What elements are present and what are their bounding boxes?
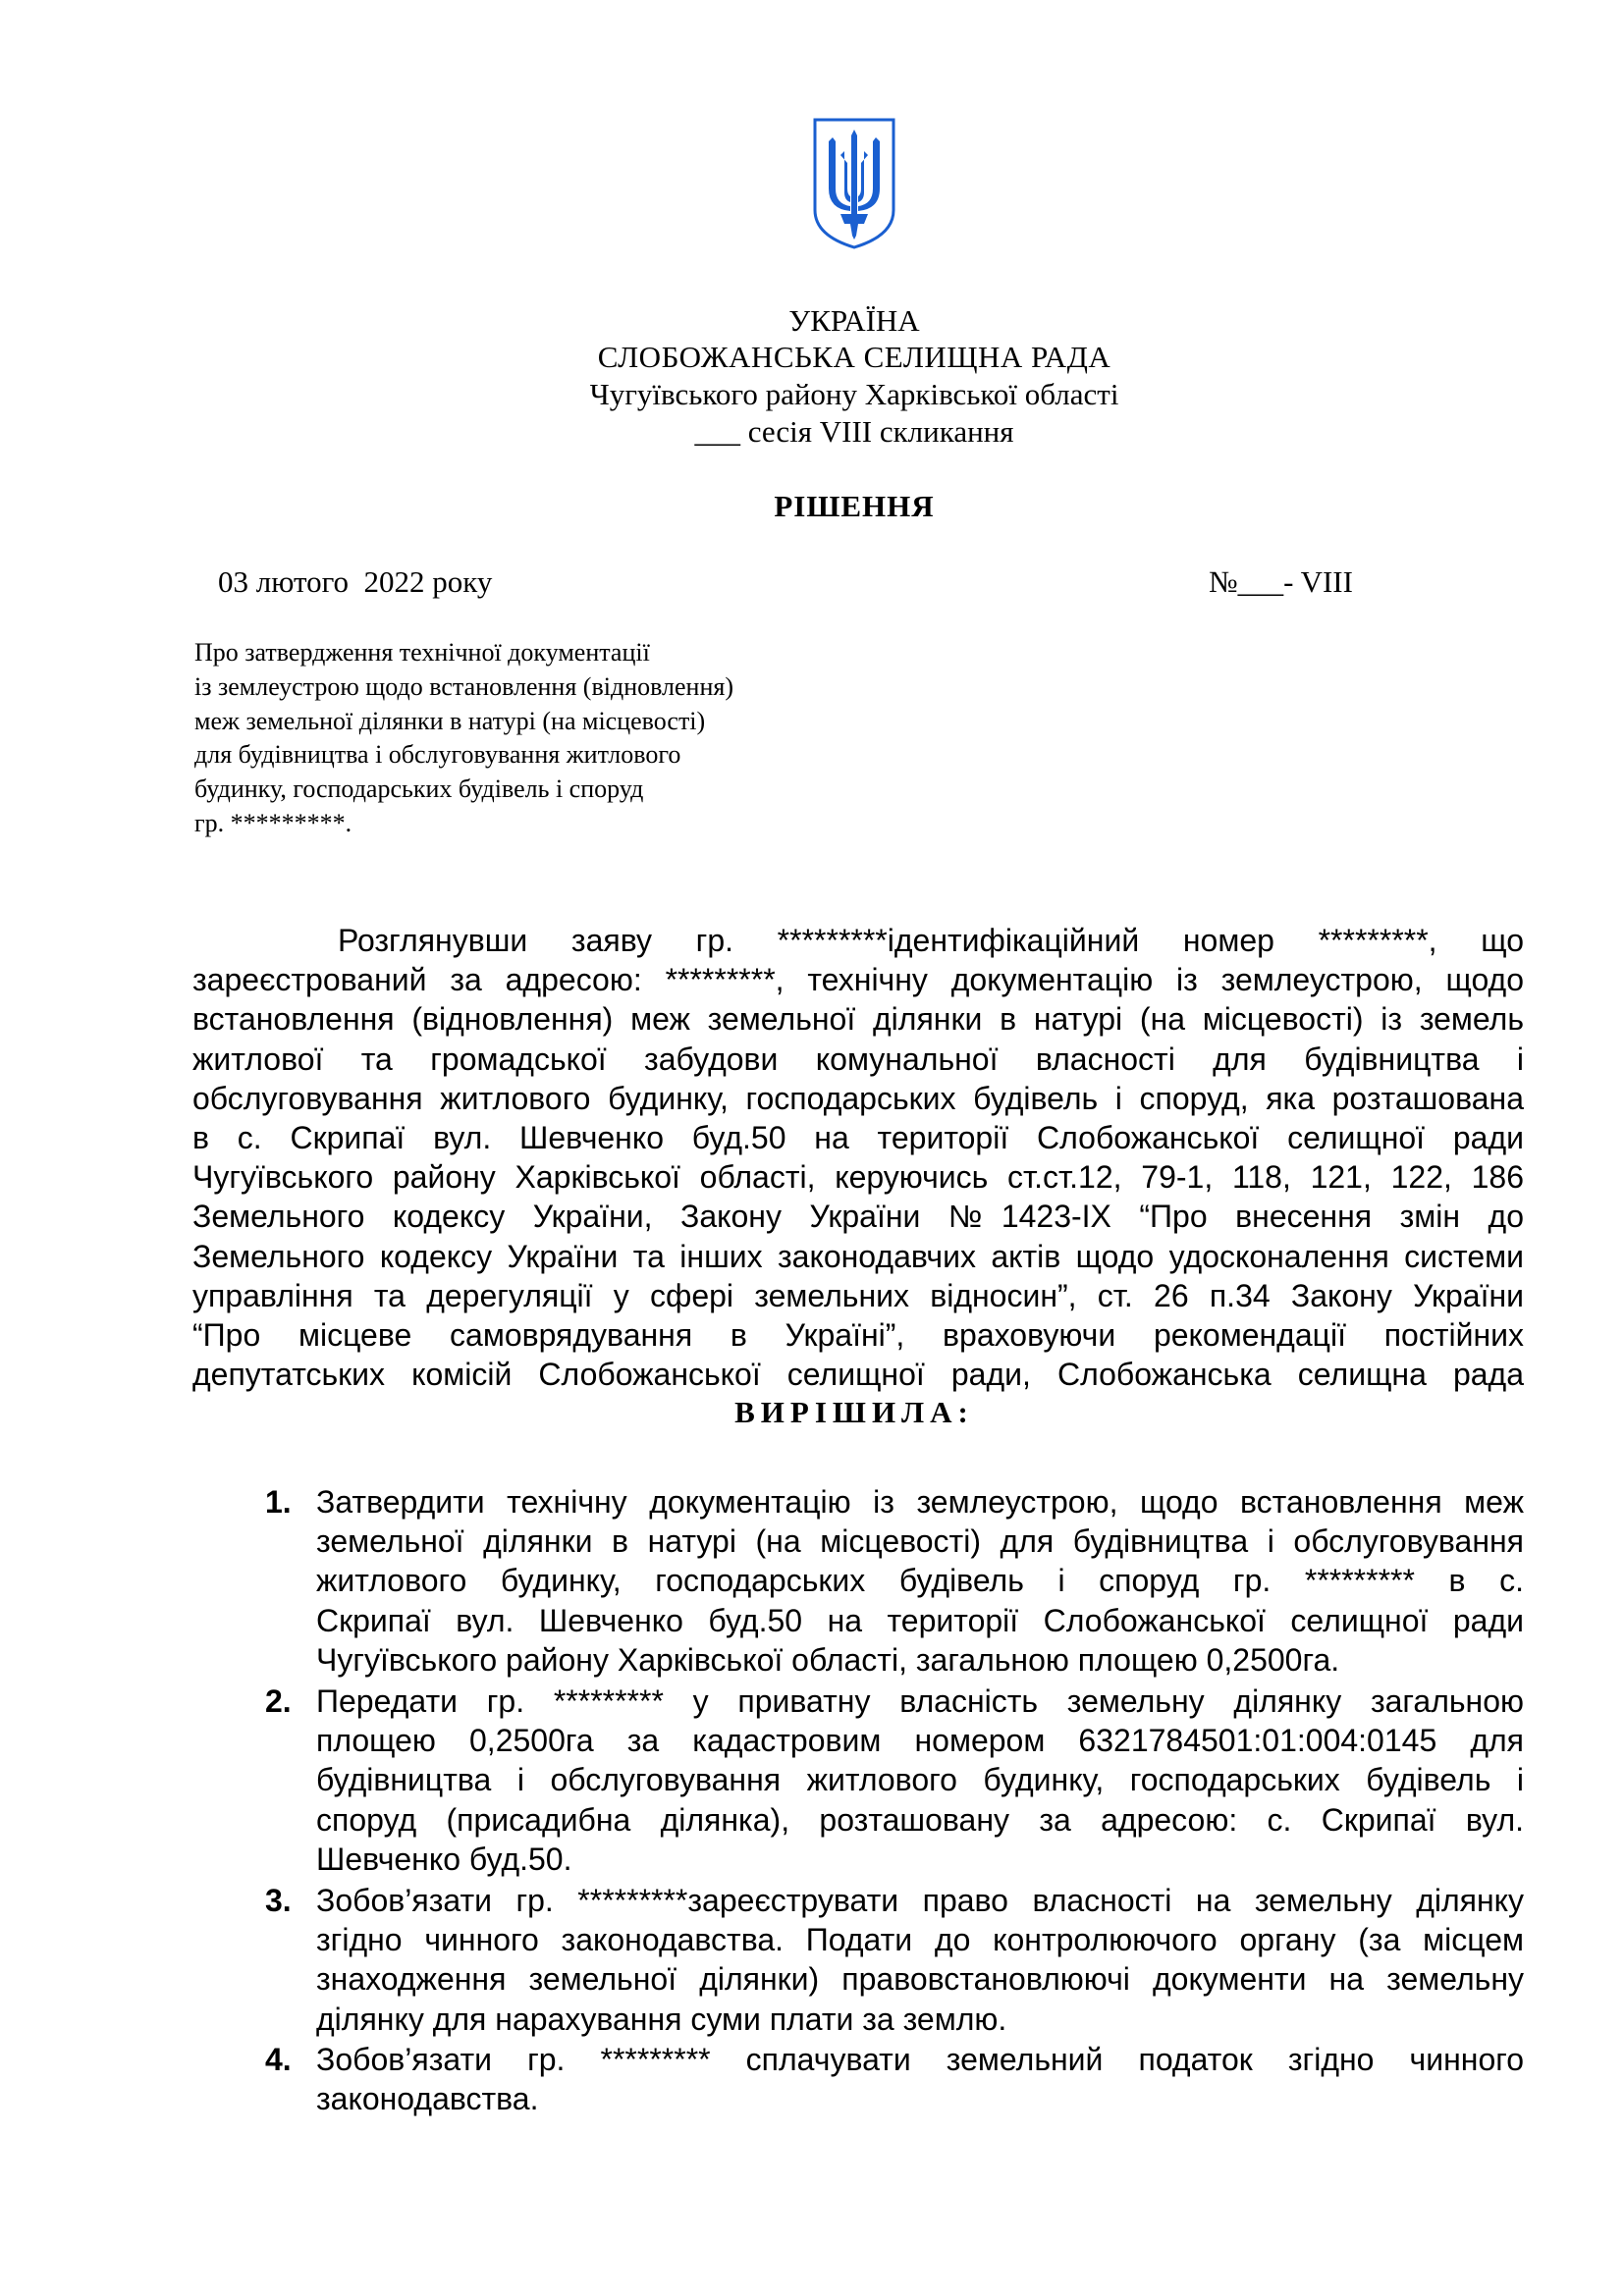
item-line: споруд (присадибна ділянка), розташовану за адресою: с. Скрипаї вул. [316,1801,1524,1838]
item-line: площею 0,2500га за кадастровим номером 6321784501:01:004:0145 для [316,1723,1524,1759]
item-line: Передати гр. ********* у приватну власність земельну ділянку загальною [316,1683,1524,1719]
item-line: законодавства. [316,2081,539,2117]
district-name: Чугуївського району Харківської області [589,377,1119,411]
item-line: ділянку для нарахування суми плати за землю. [316,2001,1007,2037]
item-line: будівництва і обслуговування житлового будинку, господарських будівель і [316,1762,1524,1798]
preamble-line: Розглянувши заяву гр. *********ідентифікаційний номер *********, що [338,923,1524,958]
subject-line: Про затвердження технічної документації [194,638,650,667]
item-line: Скрипаї вул. Шевченко буд.50 на території Слобожанської селищної ради [316,1602,1524,1638]
subject-line: із землеустрою щодо встановлення (відновлення) [194,671,733,701]
item-line: Зобов’язати гр. *********зареєструвати право власності на земельну ділянку [316,1883,1524,1918]
item-line: Зобов’язати гр. ********* сплачувати земельний податок згідно чинного [316,2042,1524,2077]
item-line: згідно чинного законодавства. Подати до контролюючого органу (за місцем [316,1922,1524,1958]
item-number: 2. [265,1683,292,1719]
preamble-line: в с. Скрипаї вул. Шевченко буд.50 на території Слобожанської селищної ради [192,1120,1524,1156]
item-line: Чугуївського району Харківської області, загальною площею 0,2500га. [316,1641,1340,1678]
country-name: УКРАЇНА [788,303,920,338]
preamble-line: обслуговування житлового будинку, господарських будівель і споруд, яка розташована [192,1080,1524,1116]
item-text [316,2040,1524,2118]
decision-date: 03 лютого 2022 року [218,564,493,599]
preamble-paragraph [192,921,1524,1394]
preamble-line: зареєстрований за адресою: *********, технічну документацію із землеустрою, щодо [192,962,1524,998]
item-line: земельної ділянки в натурі (на місцевості) для будівництва і обслуговування [316,1523,1524,1560]
preamble-line: Чугуївського району Харківської області, керуючись ст.ст.12, 79-1, 118, 121, 122, 186 [192,1159,1524,1196]
decision-number: №___- VIII [1209,564,1353,599]
item-number: 3. [265,1883,292,1918]
preamble-line: встановлення (відновлення) меж земельної ділянки в натурі (на місцевості) із земель [192,1001,1524,1038]
item-number: 4. [265,2042,292,2077]
coat-of-arms [811,116,897,251]
preamble-line: депутатських комісій Слобожанської селищної ради, Слобожанська селищна рада [192,1357,1524,1393]
subject-line: гр. *********. [194,808,352,837]
preamble-line: житлової та громадської забудови комунальної власності для будівництва і [192,1041,1524,1077]
item-line: Затвердити технічну документацію із землеустрою, щодо встановлення меж [316,1484,1524,1520]
preamble-line: управління та дерегуляції у сфері земельних відносин”, ст. 26 п.34 Закону України [192,1277,1524,1313]
decision-subject [194,636,733,841]
session-line: ___ сесія VIII скликання [694,414,1014,449]
preamble-line: “Про місцеве самоврядування в Україні”, враховуючи рекомендації постійних [192,1317,1524,1354]
item-line: знаходження земельної ділянки) правовстановлюючі документи на земельну [316,1961,1524,1998]
council-name: СЛОБОЖАНСЬКА СЕЛИЩНА РАДА [597,340,1111,374]
subject-line: будинку, господарських будівель і споруд [194,774,644,804]
preamble-line: Земельного кодексу України, Закону України №1423-IX “Про внесення змін до [192,1199,1524,1235]
item-text [316,1482,1524,1680]
resolved-heading: ВИРІШИЛА: [734,1395,974,1429]
item-text [316,1881,1524,2039]
subject-line: меж земельної ділянки в натурі (на місцевості) [194,706,706,735]
item-number: 1. [265,1484,292,1520]
preamble-line: Земельного кодексу України та інших законодавчих актів щодо удосконалення системи [192,1238,1524,1274]
item-line: житлового будинку, господарських будівель і споруд гр. ********* в с. [316,1563,1524,1599]
item-line: Шевченко буд.50. [316,1841,572,1877]
decision-title: РІШЕННЯ [774,489,935,523]
item-text [316,1682,1524,1879]
subject-line: для будівництва і обслуговування житлового [194,740,681,770]
ukraine-coat-of-arms-icon [811,116,897,251]
